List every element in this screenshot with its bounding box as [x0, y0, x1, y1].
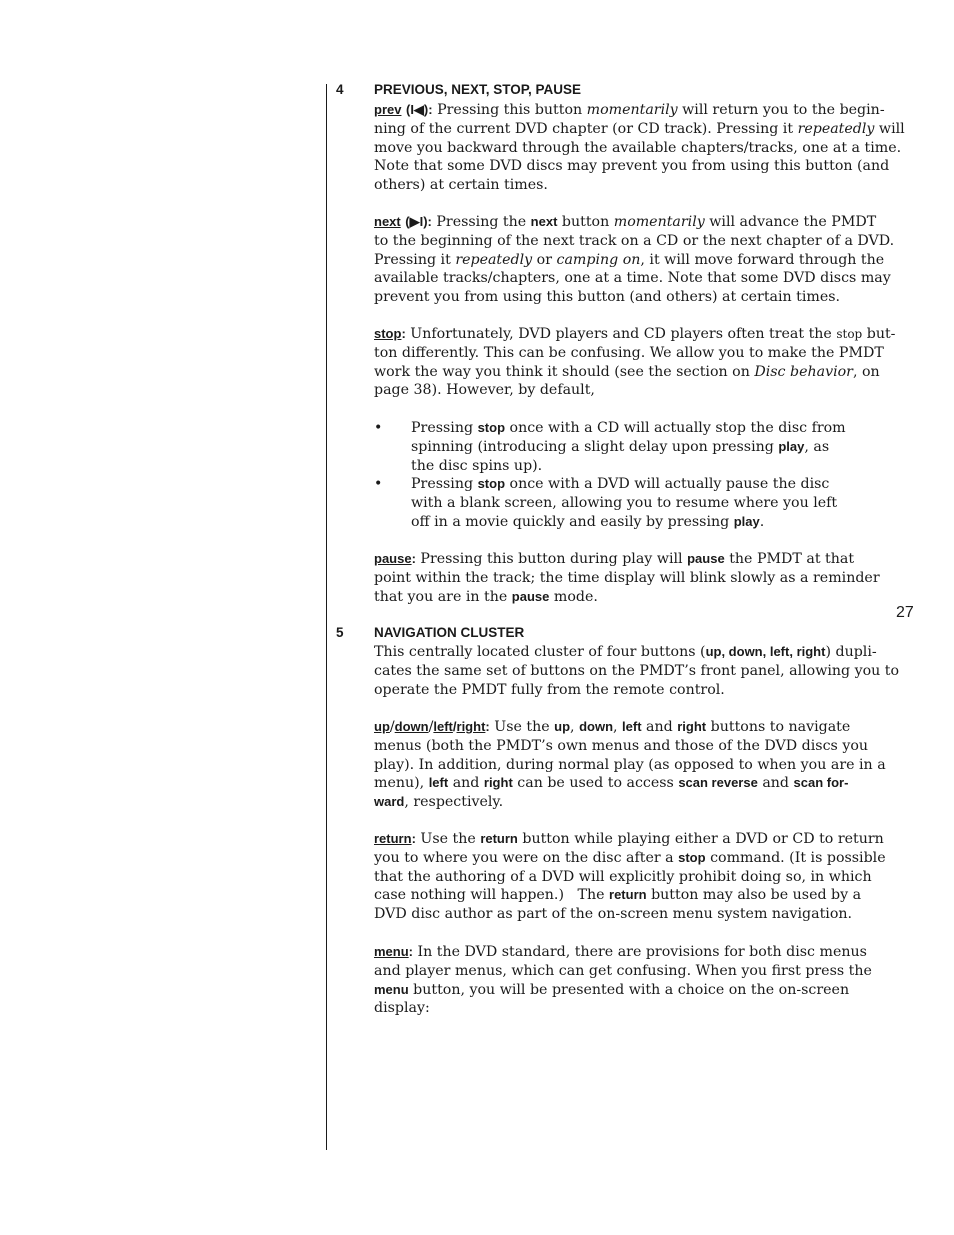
term-menu: menu	[374, 944, 409, 959]
term-next: next	[374, 214, 401, 229]
term-pause: pause	[374, 551, 412, 566]
nav-buttons-paragraph: up/down/left/right: Use the up, down, left and right buttons to navigate menus (both the PMDT’s own menus and those of the DVD discs you play). In addition, during normal play (as opposed to when you are in a menu), left and right can be used to access scan reverse and scan for- ward, respectively.	[374, 719, 886, 811]
nav-intro-paragraph: This centrally located cluster of four buttons (up, down, left, right) dupli- cates the same set of buttons on the PMDT’s front panel, allowing you to operate the PMDT fully from the remote control.	[374, 644, 900, 698]
stop-paragraph: stop: Unfortunately, DVD players and CD players often treat the stop but- ton differently. This can be confusing. We allow you to make the PMDT work the way you think it should (see the section on Disc behavior, on page 38). However, by default,	[374, 326, 896, 399]
return-paragraph: return: Use the return button while playing either a DVD or CD to return you to where you were on the disc after a stop command. (It is possible that the authoring of a DVD will explicitly prohibit doing so, in which case nothing will happen.) The return button may also be used by a DVD disc author as part of the on-screen menu system navigation.	[374, 831, 886, 923]
term-prev: prev	[374, 102, 402, 117]
menu-paragraph: menu: In the DVD standard, there are provisions for both disc menus and player menus, which can get confusing. When you first press the menu button, you will be presented with a choice on the on-screen display:	[374, 944, 872, 1017]
page-number: 27	[896, 604, 914, 621]
term-stop: stop	[374, 326, 402, 341]
section-title: NAVIGATION CLUSTER	[374, 625, 525, 640]
section-number: 4	[336, 82, 344, 97]
margin-rule	[326, 84, 327, 1150]
section-number: 5	[336, 625, 344, 640]
bullet-icon: •	[374, 420, 383, 436]
next-glyph: (▶I):	[405, 214, 432, 229]
section-title: PREVIOUS, NEXT, STOP, PAUSE	[374, 82, 582, 97]
prev-glyph: (I◀):	[405, 102, 433, 117]
pause-paragraph: pause: Pressing this button during play will pause the PMDT at that point within the track; the time display will blink slowly as a reminder that you are in the pause mode.	[374, 551, 880, 605]
term-down: down	[394, 719, 429, 734]
prev-paragraph: prev (I◀): Pressing this button momentarily will return you to the begin- ning of the current DVD chapter (or CD track). Pressing it repeatedly will move you backward through the available chapters/tracks, one at a time. Note that some DVD discs may prevent you from using this button (and others) at certain times.	[374, 102, 905, 194]
term-right: right	[456, 719, 486, 734]
term-return: return	[374, 831, 412, 846]
term-up: up	[374, 719, 390, 734]
bullet-icon: •	[374, 476, 383, 492]
term-left: left	[433, 719, 453, 734]
next-paragraph: next (▶I): Pressing the next button momentarily will advance the PMDT to the beginning of the next track on a CD or the next chapter of a DVD. Pressing it repeatedly or camping on, it will move forward through the available tracks/chapters, one at a time. Note that some DVD discs may prevent you from using this button (and others) at certain times.	[374, 214, 895, 306]
